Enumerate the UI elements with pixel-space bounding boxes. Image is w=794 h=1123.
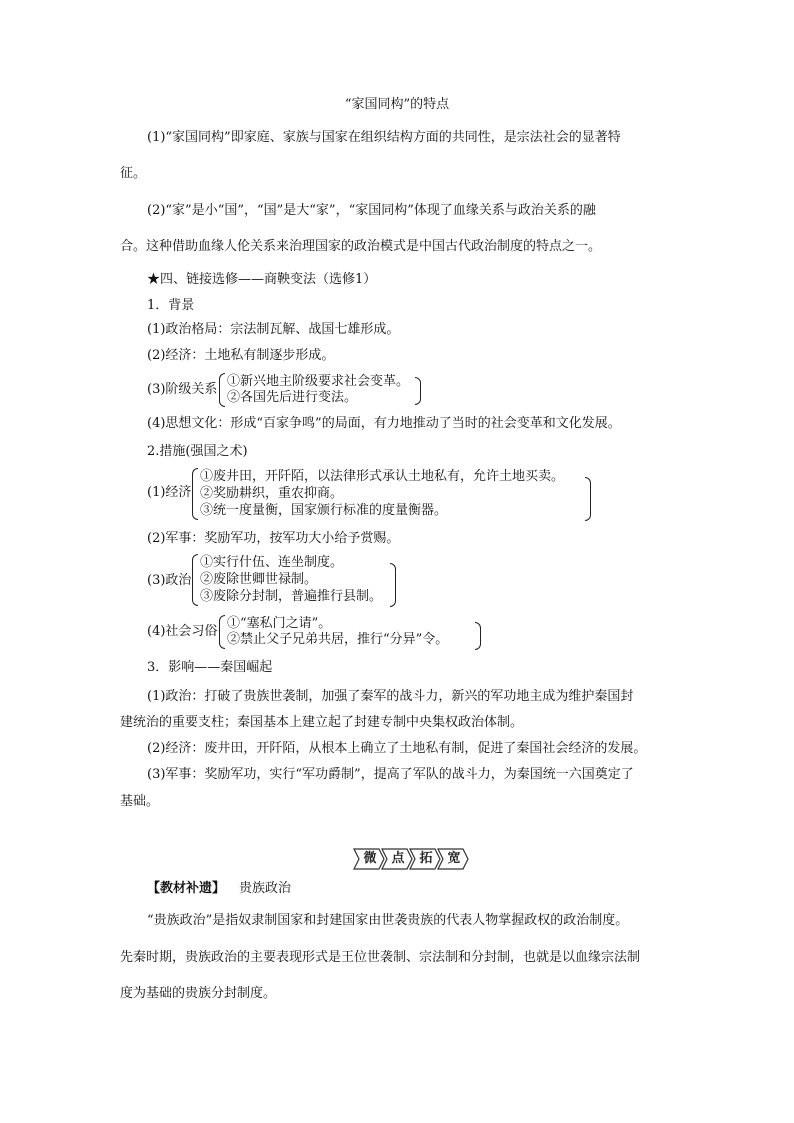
politics-item-2: ②废除世卿世禄制。 [200, 572, 318, 587]
impact-heading: 3．影响——秦国崛起 [147, 660, 273, 675]
background-class-relations [147, 372, 447, 408]
economy-item-3: ③统一度量衡，国家颁行标准的度量衡器。 [200, 503, 448, 518]
section-title-jiaguo: “家国同构”的特点 [344, 97, 450, 112]
jiaguo-paragraph-1-line-2: 征。 [120, 166, 147, 181]
measures-custom-label: (4)社会习俗 [147, 624, 218, 639]
supplement-line-3: 度为基础的贵族分封制度。 [120, 986, 277, 1001]
banner-char-3: 拓 [419, 851, 433, 866]
politics-item-1: ①实行什伍、连坐制度。 [200, 555, 344, 570]
jiaguo-paragraph-1-line-1: (1)“家国同构”即家庭、家族与国家在组织结构方面的共同性，是宗法社会的显著特 [147, 130, 621, 145]
background-economy: (2)经济：土地私有制逐步形成。 [147, 348, 335, 363]
left-brace [219, 373, 225, 407]
custom-item-2: ②禁止父子兄弟共居，推行“分异”令。 [227, 632, 449, 647]
measures-custom [147, 614, 492, 650]
supplement-line-2: 先秦时期，贵族政治的主要表现形式是王位世袭制、宗法制和分封制，也就是以血缘宗法制 [120, 950, 641, 965]
impact-politics-line-1: (1)政治：打破了贵族世袭制，加强了秦军的战斗力，新兴的军功地主成为维护秦国封 [147, 689, 634, 704]
impact-military-line-1: (3)军事：奖励军功，实行“军功爵制”，提高了军队的战斗力，为秦国统一六国奠定了 [147, 767, 634, 782]
measures-economy [147, 467, 597, 521]
measures-military: (2)军事：奖励军功，按军功大小给予赏赐。 [147, 531, 400, 546]
jiaguo-paragraph-2-line-1: (2)“家”是小“国”，“国”是大“家”，“家国同构”体现了血缘关系与政治关系的融 [147, 203, 596, 218]
impact-military-line-2: 基础。 [120, 794, 160, 809]
measures-politics-label: (3)政治 [147, 573, 192, 588]
left-brace [192, 468, 198, 520]
class-item-2: ②各国先后进行变法。 [227, 390, 358, 405]
background-heading: 1．背景 [147, 298, 195, 313]
supplement-line-1: “贵族政治”是指奴隶制国家和封建国家由世袭贵族的代表人物掌握政权的政治制度。 [147, 913, 629, 928]
right-brace [585, 477, 591, 521]
custom-item-1: ①“塞私门之请”。 [227, 616, 332, 631]
supplement-topic: 贵族政治 [239, 881, 292, 896]
left-brace [192, 554, 198, 606]
weidian-tuokuan-banner [353, 848, 469, 870]
right-brace [415, 377, 421, 405]
impact-politics-line-2: 建统治的重要支柱；秦国基本上建立起了封建专制中央集权政治体制。 [120, 715, 524, 730]
banner-char-2: 点 [391, 851, 405, 866]
impact-economy: (2)经济：废井田，开阡陌，从根本上确立了土地私有制，促进了秦国社会经济的发展。 [147, 741, 647, 756]
measures-economy-label: (1)经济 [147, 485, 192, 500]
shangyang-heading: ★四、链接选修——商鞅变法（选修1） [147, 272, 377, 287]
economy-item-2: ②奖励耕织，重农抑商。 [200, 486, 344, 501]
right-brace [390, 563, 396, 607]
banner-char-4: 宽 [447, 851, 461, 866]
banner-char-1: 微 [363, 851, 377, 866]
supplement-header [147, 881, 291, 897]
measures-politics [147, 553, 407, 607]
economy-item-1: ①废井田，开阡陌，以法律形式承认土地私有，允许土地买卖。 [200, 469, 565, 484]
class-relations-label: (3)阶级关系 [147, 382, 218, 397]
background-politics: (1)政治格局：宗法制瓦解、战国七雄形成。 [147, 322, 400, 337]
measures-heading: 2.措施(强国之术) [147, 444, 248, 459]
right-brace [475, 622, 481, 650]
class-item-1: ①新兴地主阶级要求社会变革。 [227, 374, 410, 389]
background-culture: (4)思想文化：形成“百家争鸣”的局面，有力地推动了当时的社会变革和文化发展。 [147, 416, 621, 431]
left-brace [219, 615, 225, 649]
supplement-tag: 【教材补遗】 [147, 881, 226, 896]
jiaguo-paragraph-2-line-2: 合。这种借助血缘人伦关系来治理国家的政治模式是中国古代政治制度的特点之一。 [120, 239, 602, 254]
politics-item-3: ③废除分封制，普遍推行县制。 [200, 589, 383, 604]
